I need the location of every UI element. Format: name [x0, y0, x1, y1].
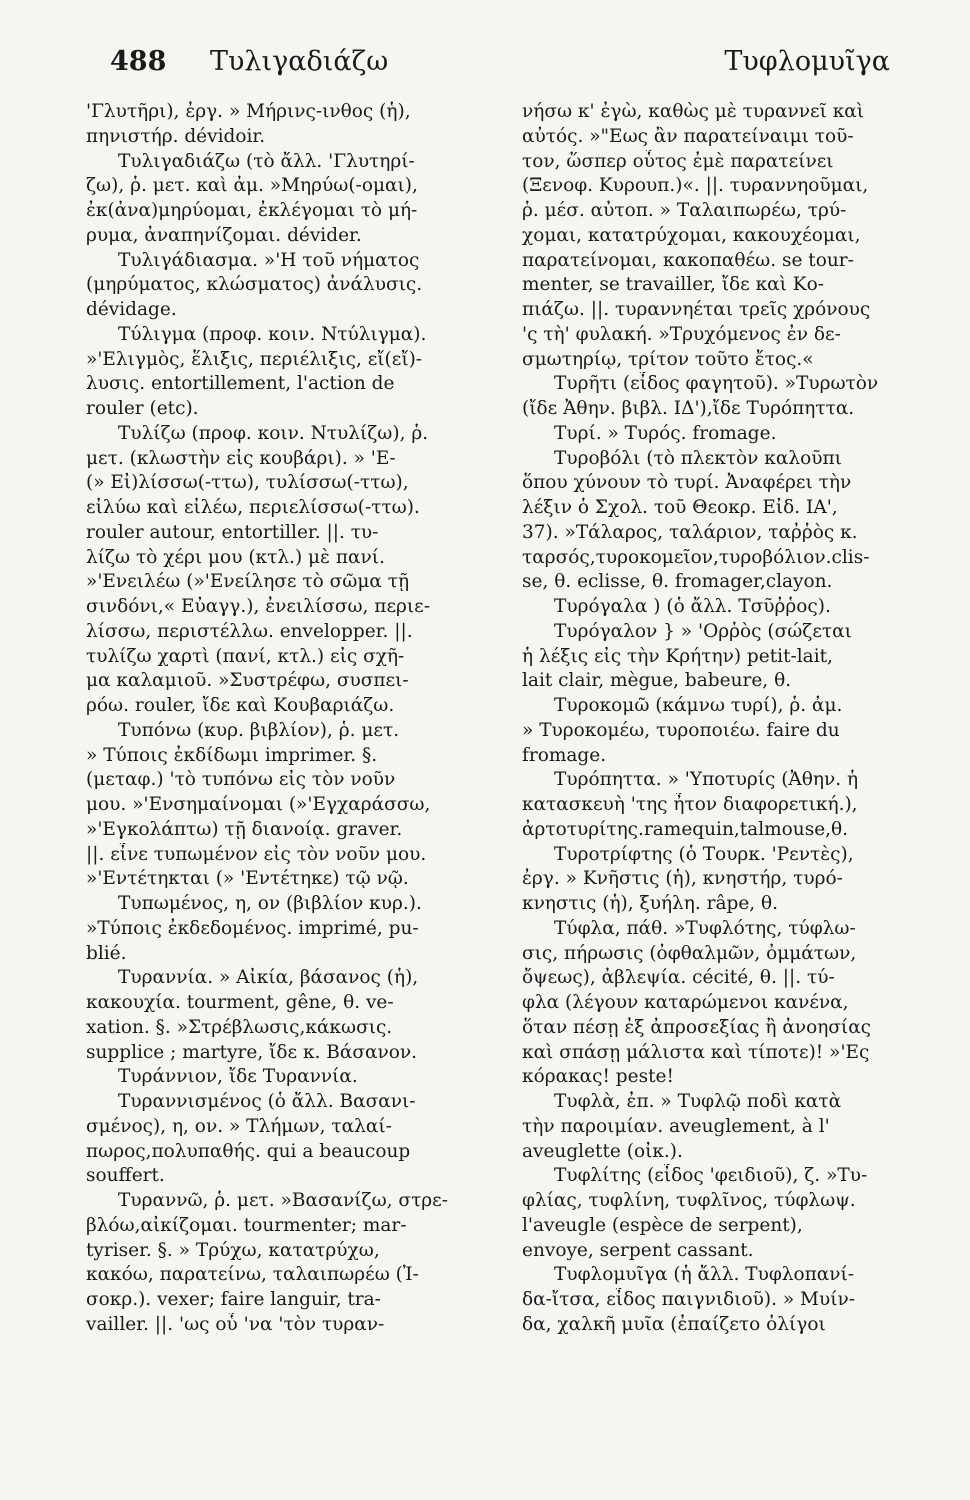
text-line: aveuglette (οἰκ.).: [522, 1140, 683, 1162]
text-line: ἐκ(ἀνα)μηρύομαι, ἐκλέγομαι τὸ μή-: [86, 200, 418, 221]
text-line: λίσσω, περιστέλλω. envelopper. ||.: [86, 620, 413, 642]
text-line: dévidage.: [86, 299, 177, 320]
text-line: τὴν παροιμίαν. aveuglement, à l': [522, 1115, 830, 1137]
text-line: λυσις. entortillement, l'action de: [86, 373, 395, 395]
text-line: lait clair, mègue, babeure, θ.: [522, 670, 792, 692]
text-line: σμωτηρίῳ, τρίτον τοῦτο ἔτος.«: [522, 348, 814, 370]
text-line: Τυροκομῶ (κάμνω τυρί), ῥ. ἀμ.: [554, 695, 843, 716]
text-line: Τυφλὰ, ἐπ. » Τυφλῷ ποδὶ κατὰ: [554, 1091, 842, 1112]
text-line: Τυραννία. » Αἰκία, βάσανος (ἡ),: [118, 967, 419, 989]
text-line: πηνιστήρ. dévidoir.: [86, 125, 266, 147]
text-line: l'aveugle (espèce de serpent),: [522, 1214, 803, 1236]
text-line: menter, se travailler, ἴδε καὶ Κο-: [522, 274, 824, 296]
text-line: vailler. ||. 'ως οὗ 'να 'τὸν τυραν-: [86, 1313, 385, 1335]
text-line: ῥ. μέσ. αὐτοπ. » Ταλαιπωρέω, τρύ-: [522, 200, 847, 221]
text-line: χομαι, κατατρύχομαι, κακουχέομαι,: [522, 224, 861, 246]
text-line: κνηστις (ἡ), ξυήλη. râpe, θ.: [522, 893, 779, 914]
text-line: Τύλιγμα (προφ. κοιν. Ντύλιγμα).: [118, 323, 427, 345]
text-line: αὐτός. »"Εως ἂν παρατείναιμι τοῦ-: [522, 125, 854, 147]
text-line: μου. »'Ενσημαίνομαι (»'Εγχαράσσω,: [86, 794, 431, 815]
text-line: envoye, serpent cassant.: [522, 1239, 754, 1261]
text-line: souffert.: [86, 1165, 165, 1187]
text-line: ὅπου χύνουν τὸ τυρί. Ἀναφέρει τὴν: [522, 472, 852, 494]
text-line: fromage.: [522, 744, 607, 766]
text-line: Τυροτρίφτης (ὁ Τουρκ. 'Ρεντὲς),: [554, 843, 854, 865]
text-line: ὄψεως), ἀβλεψία. cécité, θ. ||. τύ-: [522, 967, 835, 989]
text-line: τυλίζω χαρτὶ (πανί, κτλ.) εἰς σχῆ-: [86, 645, 405, 667]
right-column: [522, 100, 934, 1338]
text-line: Τυλιγαδιάζω (τὸ ἄλλ. 'Γλυτηρί-: [118, 150, 415, 172]
text-line: πιάζω. ||. τυραννηέται τρεῖς χρόνους: [522, 299, 871, 320]
text-line: δα-ἴτσα, εἶδος παιγνιδιοῦ). » Μυίν-: [522, 1289, 855, 1310]
text-line: (Ξενοφ. Κυρουπ.)«. ||. τυραννηοῦμαι,: [522, 175, 869, 197]
text-line: 'Γλυτῆρι), ἐργ. » Μήρινς-ινθος (ἡ),: [86, 101, 411, 122]
text-line: xation. §. »Στρέβλωσις,κάκωσις.: [86, 1016, 393, 1038]
text-line: κακόω, παρατείνω, ταλαιπωρέω (Ἰ-: [86, 1264, 419, 1286]
header-right-guide-word: Τυφλομυῖγα: [724, 46, 890, 77]
text-line: rouler autour, entortiller. ||. τυ-: [86, 521, 379, 543]
text-line: »'Ελιγμὸς, ἕλιξις, περιέλιξις, εἴ(εἴ)-: [86, 348, 423, 370]
text-line: καὶ σπάσῃ μάλιστα καὶ τίποτε)! »'Ες: [522, 1041, 870, 1063]
text-line: »'Εντέτηκται (» 'Εντέτηκε) τῷ νῷ.: [86, 868, 409, 890]
text-line: ἐργ. » Κνῆστις (ἡ), κνηστήρ, τυρό-: [522, 868, 843, 890]
text-line: Τυφλομυῖγα (ἡ ἄλλ. Τυφλοπανί-: [554, 1264, 855, 1286]
text-line: (ἴδε Ἀθην. βιβλ. ΙΔ'),ἴδε Τυρόπηττα.: [522, 398, 855, 419]
text-line: Τυπόνω (κυρ. βιβλίον), ῥ. μετ.: [118, 719, 400, 741]
text-line: Τυράννιον, ἴδε Τυραννία.: [118, 1066, 358, 1088]
text-line: rouler (etc).: [86, 398, 199, 419]
left-column: [86, 100, 486, 1338]
text-line: κακουχία. tourment, gêne, θ. ve-: [86, 992, 394, 1013]
text-line: κόρακας! peste!: [522, 1066, 674, 1088]
text-line: (μηρύματος, κλώσματος) ἀνάλυσις.: [86, 274, 423, 296]
text-line: 'ς τὴ' φυλακή. »Τρυχόμενος ἐν δε-: [522, 323, 841, 345]
text-line: ἀρτοτυρίτης.ramequin,talmouse,θ.: [522, 818, 849, 840]
text-line: » Τυροκομέω, τυροποιέω. faire du: [522, 719, 840, 741]
text-line: σμένος), η, ον. » Τλήμων, ταλαί-: [86, 1115, 392, 1137]
text-line: παρατείνομαι, κακοπαθέω. se tour-: [522, 249, 854, 271]
text-line: (» Εἰ)λίσσω(-ττω), τυλίσσω(-ττω),: [86, 472, 409, 494]
text-line: Τυρόπηττα. » 'Υποτυρίς (Ἀθην. ἡ: [554, 769, 859, 791]
text-line: blié.: [86, 942, 127, 964]
text-line: »Τύποις ἐκδεδομένος. imprimé, pu-: [86, 917, 419, 939]
text-line: σις, πήρωσις (ὀφθαλμῶν, ὀμμάτων,: [522, 942, 857, 964]
text-line: πωρος,πολυπαθής. qui a beaucoup: [86, 1140, 411, 1162]
text-line: ταρσός,τυροκομεῖον,τυροβόλιον.clis-: [522, 546, 870, 568]
text-line: ἡ λέξις εἰς τὴν Κρήτην) petit-lait,: [522, 645, 833, 667]
text-line: supplice ; martyre, ἴδε κ. Βάσανον.: [86, 1041, 417, 1063]
text-line: λίζω τὸ χέρι μου (κτλ.) μὲ πανί.: [86, 546, 385, 568]
text-line: σινδόνι,« Εὐαγγ.), ἐνειλίσσω, περιε-: [86, 596, 431, 617]
text-line: μετ. (κλωστὴν εἰς κουβάρι). » 'Ε-: [86, 447, 396, 469]
text-line: Τυρόγαλα ) (ὁ ἄλλ. Τσῦῤῥος).: [554, 596, 831, 617]
text-line: μα καλαμιοῦ. »Συστρέφω, συσπει-: [86, 670, 409, 692]
text-line: (μεταφ.) 'τὸ τυπόνω εἰς τὸν νοῦν: [86, 769, 396, 791]
text-line: ||. εἶνε τυπωμένον εἰς τὸν νοῦν μου.: [86, 843, 427, 865]
text-line: Τυλίζω (προφ. κοιν. Ντυλίζω), ῥ.: [118, 422, 429, 444]
text-line: ὅταν πέσῃ ἐξ ἀπροσεξίας ἢ ἀνοησίας: [522, 1016, 872, 1038]
text-line: se, θ. eclisse, θ. fromager,clayon.: [522, 571, 833, 593]
text-line: σοκρ.). vexer; faire languir, tra-: [86, 1289, 381, 1310]
text-line: Τυπωμένος, η, ον (βιβλίον κυρ.).: [118, 893, 422, 914]
text-line: Τύφλα, πάθ. »Τυφλότης, τύφλω-: [554, 917, 856, 939]
text-line: tyriser. §. » Τρύχω, κατατρύχω,: [86, 1239, 380, 1261]
page-number: 488: [110, 46, 167, 77]
text-line: δα, χαλκῆ μυῖα (ἐπαίζετο ὀλίγοι: [522, 1313, 826, 1335]
text-line: ζω), ῥ. μετ. καὶ ἀμ. »Μηρύω(-ομαι),: [86, 175, 418, 197]
text-line: Τυρῆτι (εἶδος φαγητοῦ). »Τυρωτὸν: [554, 373, 879, 395]
text-line: » Τύποις ἐκδίδωμι imprimer. §.: [86, 744, 378, 766]
text-line: Τυρόγαλον } » 'Ορῥὸς (σώζεται: [554, 620, 852, 642]
text-line: εἰλύω καὶ εἰλέω, περιελίσσω(-ττω).: [86, 497, 420, 518]
text-line: λέξιν ὁ Σχολ. τοῦ Θεοκρ. Εἰδ. ΙΑ',: [522, 497, 838, 518]
text-line: ρυμα, ἀναπηνίζομαι. dévider.: [86, 224, 362, 246]
text-line: Τυλιγάδιασμα. »'Η τοῦ νήματος: [118, 249, 420, 271]
text-line: κατασκευὴ 'της ἦτον διαφορετική.),: [522, 794, 858, 815]
header-left-guide-word: Τυλιγαδιάζω: [210, 46, 389, 77]
text-line: τον, ὥσπερ οὗτος ἐμὲ παρατείνει: [522, 150, 834, 172]
text-line: Τυροβόλι (τὸ πλεκτὸν καλοῦπι: [554, 447, 842, 469]
text-line: φλα (λέγουν καταρώμενοι κανένα,: [522, 992, 849, 1013]
text-line: ρόω. rouler, ἴδε καὶ Κουβαριάζω.: [86, 695, 395, 716]
text-line: »'Εγκολάπτω) τῇ διανοίᾳ. graver.: [86, 818, 403, 840]
text-line: Τυραννισμένος (ὁ ἄλλ. Βασανι-: [118, 1091, 416, 1112]
text-line: Τυφλίτης (εἶδος 'φειδιοῦ), ζ. »Τυ-: [554, 1165, 868, 1187]
text-line: Τυραννῶ, ῥ. μετ. »Βασανίζω, στρε-: [118, 1190, 449, 1211]
text-line: φλίας, τυφλίνη, τυφλῖνος, τύφλωψ.: [522, 1190, 856, 1211]
text-line: 37). »Τάλαρος, ταλάριον, ταῤῥὸς κ.: [522, 521, 858, 543]
page-header: [110, 46, 940, 96]
text-line: Τυρί. » Τυρός. fromage.: [554, 422, 777, 444]
text-line: »'Ενειλέω (»'Ενείλησε τὸ σῶμα τῇ: [86, 571, 410, 593]
text-line: βλόω,αἰκίζομαι. tourmenter; mar-: [86, 1214, 407, 1236]
text-line: νήσω κ' ἐγὼ, καθὼς μὲ τυραννεῖ καὶ: [522, 101, 865, 122]
